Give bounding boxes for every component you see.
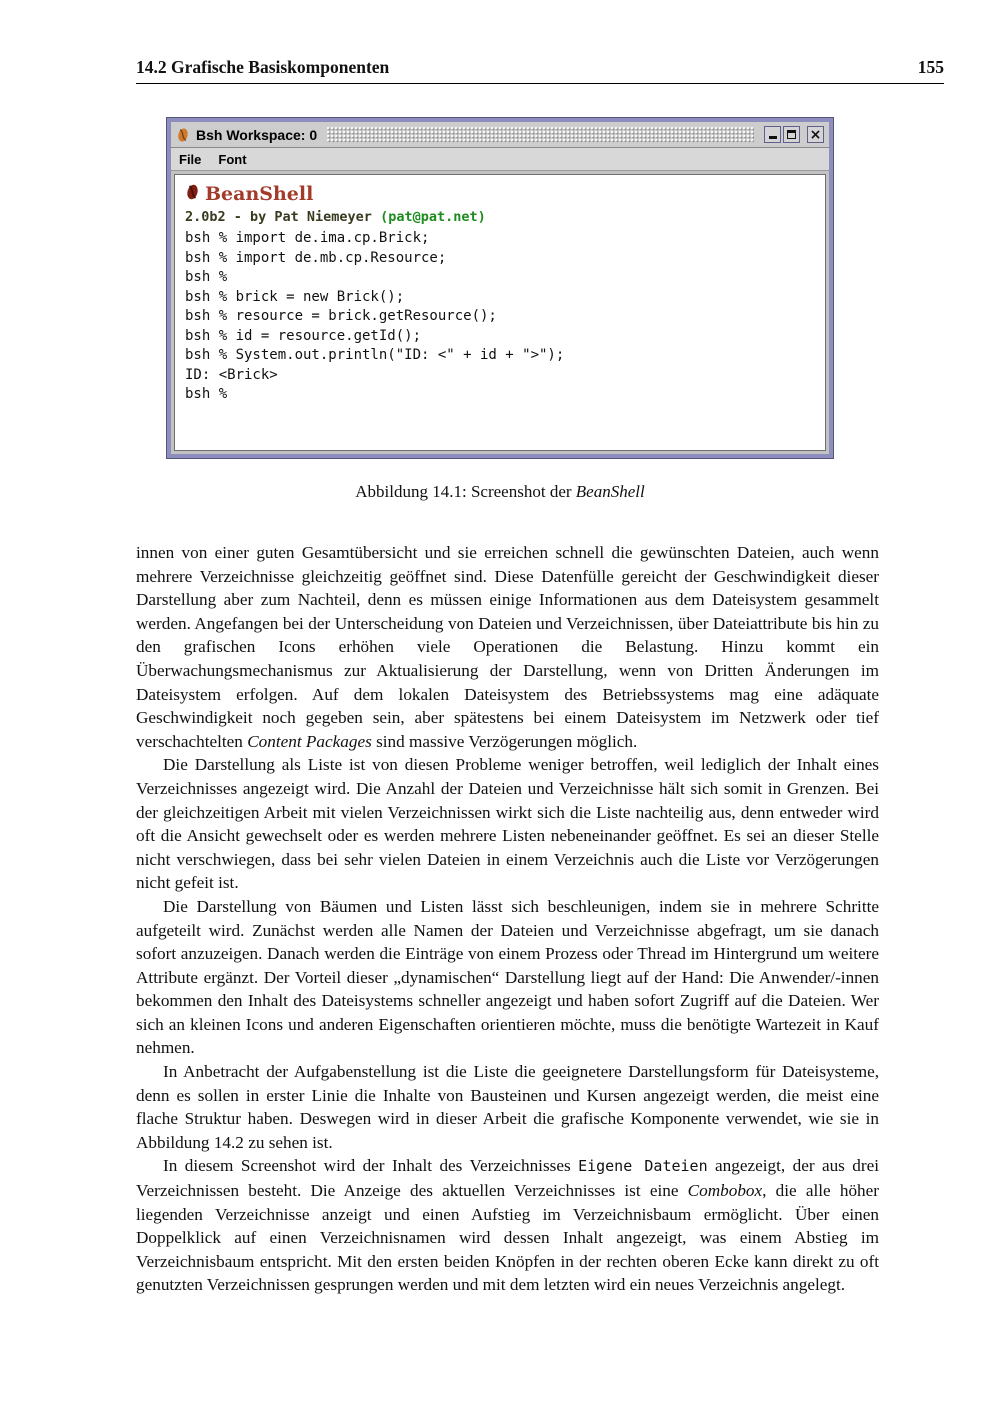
bsh-workspace-window [167,118,833,458]
beanshell-logo-text: BeanShell [205,183,314,205]
console-output [185,229,815,405]
text-run: Eigene Dateien [578,1157,708,1176]
version-line [185,209,815,225]
caption-text: Abbildung 14.1: Screenshot der [355,482,576,501]
maximize-icon [787,130,796,139]
minimize-button[interactable] [764,126,781,143]
text-run: Die Darstellung von Bäumen und Listen lässt sich beschleunigen, indem sie in mehrere Schritte aufgeteilt wird. Zunächst werden alle Namen der Dateien und Verzeichnisse abgefragt, um sie danach sofort anzuzeigen. Danach werden die Einträge von einem Prozess oder Thread im Hintergrund um weitere Attribute ergänzt. Der Vorteil dieser „dynamischen“ Darstellung liegt auf der Hand: Die Anwender/-innen bekommen den Inhalt des Dateisystems schneller angezeigt und haben sofort Zugriff auf die Dateien. Wer sich an kleinen Icons und anderen Eigenschaften orientieren möchte, muss die benötigte Wartezeit in Kauf nehmen. [136,896,879,1058]
body-paragraph [136,895,879,1060]
text-run: In diesem Screenshot wird der Inhalt des Verzeichnisses [163,1156,579,1176]
header-rule [136,83,944,84]
text-run: In Anbetracht der Aufgabenstellung ist die Liste die geeignetere Darstellungsform für Dateisysteme, denn es sollen in erster Linie die Inhalte von Bausteinen und Kursen angezeigt werden, die meist eine flache Struktur haben. Deswegen wird in dieser Arbeit die grafische Komponente verwendet, wie sie in Abbildung 14.2 zu sehen ist. [136,1062,879,1152]
text-run: Content Packages [247,731,372,751]
body-text [136,541,879,1297]
console-area[interactable] [174,174,826,451]
maximize-button[interactable] [783,126,800,143]
body-paragraph [136,1154,879,1297]
version-text: 2.0b2 - by Pat Niemeyer [185,209,381,225]
console-line: bsh % import de.ima.cp.Brick; [185,230,430,246]
beanshell-bean-icon [185,183,200,206]
section-heading: 14.2 Grafische Basiskomponenten [136,57,390,77]
body-paragraph [136,1060,879,1154]
text-run: innen von einer guten Gesamtübersicht und sie erreichen schnell die gewünschten Dateien, auch wenn mehrere Verzeichnisse gleichzeitig geöffnet sind. Diese Datenfülle gereicht der Geschwindigkeit dieser Darstellung aber zum Nachteil, denn es müssen einige Informationen aus dem Dateisystem gesammelt werden. Angefangen bei der Unterscheidung von Dateien und Verzeichnissen, über Dateiattribute bis hin zu den grafischen Icons erhöhen viele Operationen die Belastung. Hinzu kommt ein Überwachungsmechanismus zur Aktualisierung der Darstellung, wenn von Dritten Änderungen im Dateisystem erfolgen. Auf dem lokalen Dateisystem des Betriebssystems mag eine adäquate Geschwindigkeit noch gegeben sein, aber spätestens bei einem Dateisystem im Netzwerk oder tief verschachtelten [136,543,879,751]
console-line: bsh % id = resource.getId(); [185,327,422,344]
text-run: angezeigt, der aus drei Verzeichnissen besteht. Die Anzeige des aktuellen Verzeichnisses ist eine [136,1156,880,1201]
window-bean-icon [176,126,191,143]
close-button[interactable] [807,126,824,143]
close-icon: × [809,126,822,143]
body-paragraph [136,753,879,895]
page-header [136,57,944,78]
body-paragraph [136,541,879,753]
console-line: bsh % import de.mb.cp.Resource; [185,249,447,266]
menu-bar [171,148,829,171]
text-run: sind massive Verzögerungen möglich. [371,731,638,751]
console-line: ID: <Brick> [185,366,278,383]
figure-14-1 [0,118,1000,458]
titlebar-texture [327,127,754,142]
window-titlebar[interactable] [171,122,829,148]
console-wrapper [171,171,829,454]
menu-font[interactable]: Font [218,151,247,167]
text-run: , die alle höher liegenden Verzeichnisse anzeigt und einen Aufstieg im Verzeichnisbaum ermöglicht. Über einen Doppelklick auf einen Verzeichnisnamen wird dessen Inhalt angezeigt, was einem Abstieg im Verzeichnisbaum entspricht. Mit den ersten beiden Knöpfen in der rechten oberen Ecke kann direkt zu oft genutzten Verzeichnissen gesprungen werden und mit dem letzten wird ein neues Verzeichnis angelegt. [136,1181,879,1295]
page-number: 155 [917,57,944,77]
caption-emphasis: BeanShell [575,482,645,501]
menu-file[interactable]: File [179,151,202,167]
window-title: Bsh Workspace: 0 [196,126,318,143]
console-line: bsh % [185,386,228,402]
beanshell-logo-line [185,182,815,206]
console-line: bsh % brick = new Brick(); [185,288,405,305]
minimize-icon [769,136,777,139]
figure-caption [129,482,871,502]
version-email: (pat@pat.net) [380,209,486,225]
console-line: bsh % resource = brick.getResource(); [185,308,497,324]
text-run: Combobox [687,1181,763,1201]
console-line: bsh % [185,269,228,285]
text-run: Die Darstellung als Liste ist von diesen Probleme weniger betroffen, weil lediglich der Inhalt eines Verzeichnisses angezeigt wird. Die Anzahl der Dateien und Verzeichnisse hält sich somit in Grenzen. Bei der gleichzeitigen Arbeit mit vielen Verzeichnissen wirkt sich die Liste nachteilig aus, denn entweder wird oft die Ansicht gewechselt oder es werden mehrere Listen nebeneinander geöffnet. Es sei an dieser Stelle nicht verschwiegen, dass bei sehr vielen Dateien in einem Verzeichnis auch die Liste vor Verzögerungen nicht gefeit ist. [136,755,879,893]
console-line: bsh % System.out.println("ID: <" + id + ">"); [185,347,565,363]
